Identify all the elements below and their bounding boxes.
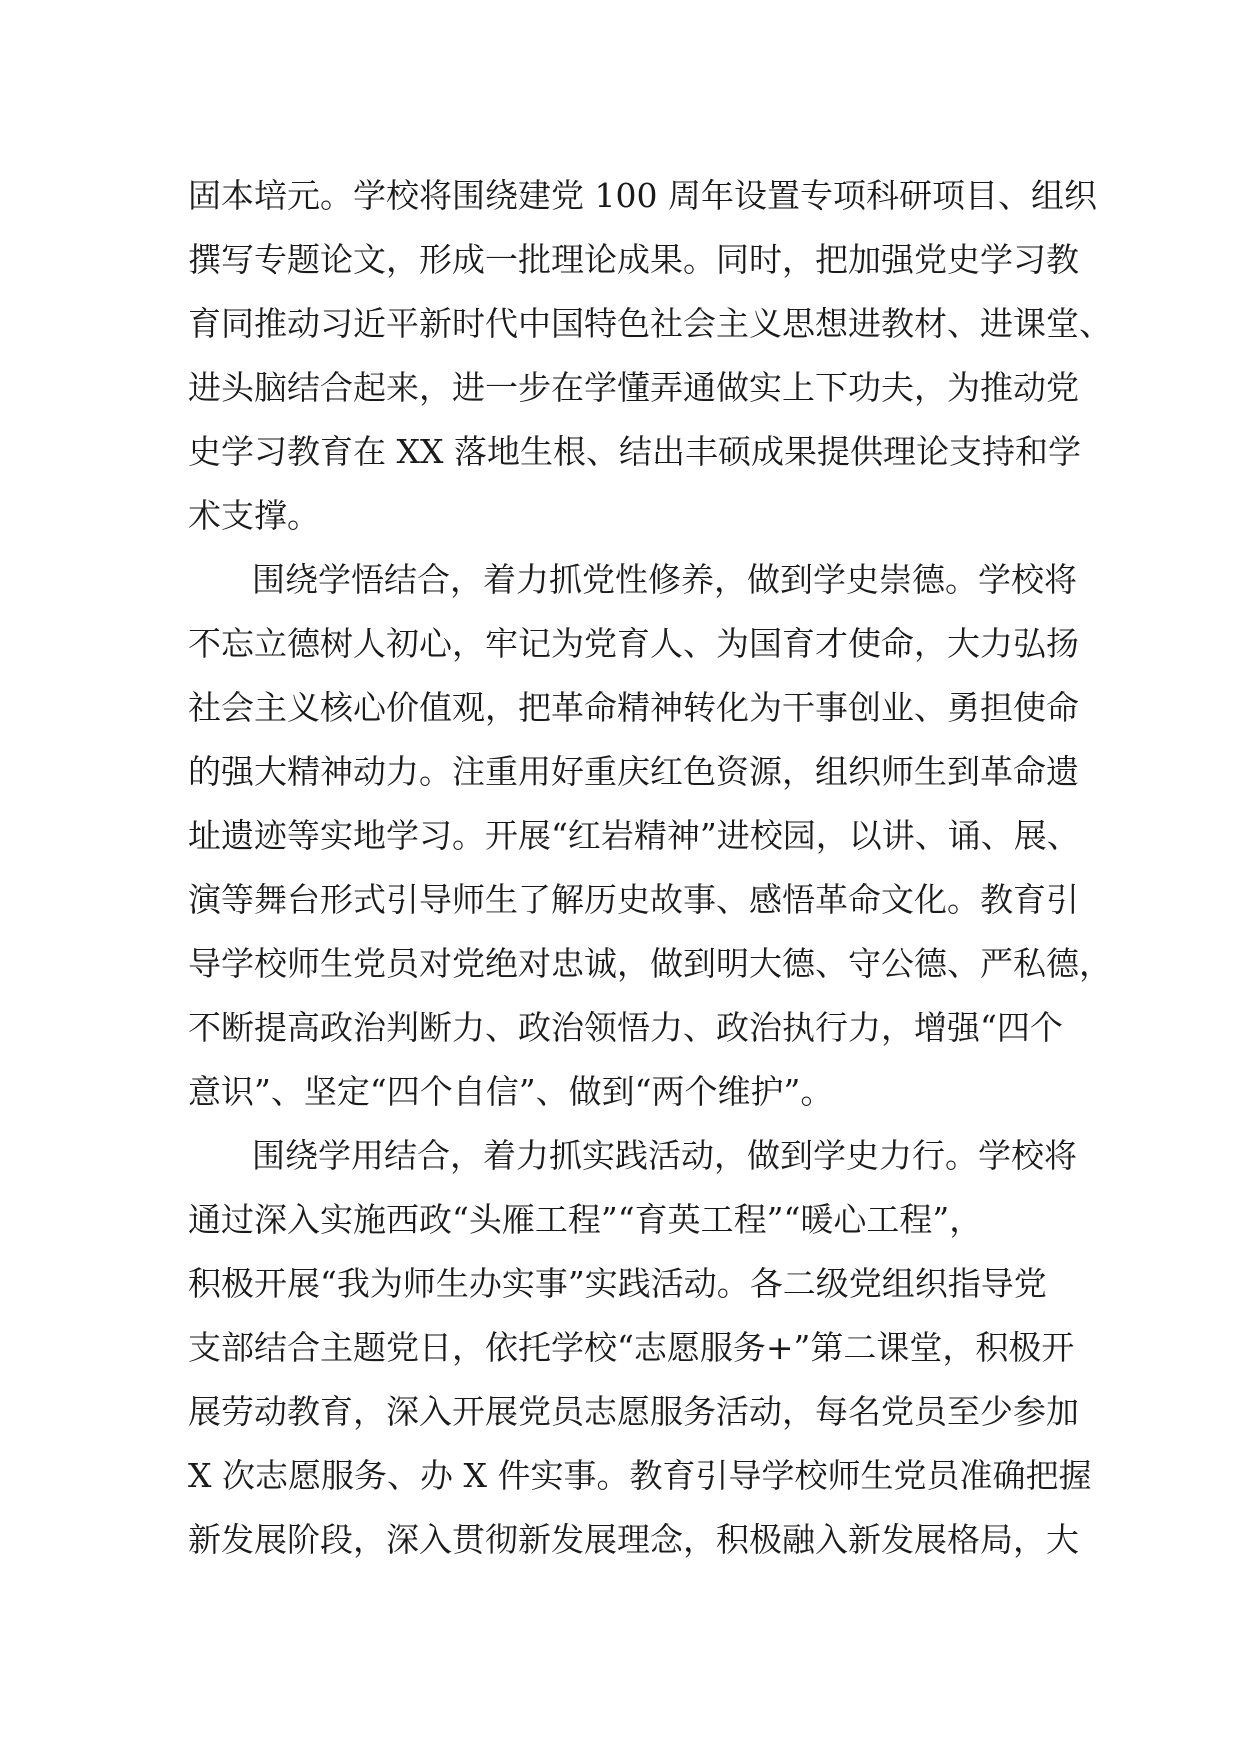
paragraph-2-line-6: 演等舞台形式引导师生了解历史故事、感悟革命文化。教育引 xyxy=(188,880,1079,919)
paragraph-1-line-6: 术支撑。 xyxy=(188,496,320,535)
paragraph-3-line-5: 展劳动教育，深入开展党员志愿服务活动，每名党员至少参加 xyxy=(188,1392,1079,1431)
paragraph-2-line-9: 意识”、坚定“四个自信”、做到“两个维护”。 xyxy=(188,1072,834,1111)
paragraph-3-line-3: 积极开展“我为师生办实事”实践活动。各二级党组织指导党 xyxy=(188,1264,1047,1303)
paragraph-2-line-3: 社会主义核心价值观，把革命精神转化为干事创业、勇担使命 xyxy=(188,688,1079,727)
paragraph-3-line-2: 通过深入实施西政“头雁工程”“育英工程”“暖心工程”， xyxy=(188,1200,983,1239)
paragraph-1-line-5: 史学习教育在 XX 落地生根、结出丰硕成果提供理论支持和学 xyxy=(188,432,1081,471)
paragraph-3-line-1: 围绕学用结合，着力抓实践活动，做到学史力行。学校将 xyxy=(252,1136,1077,1175)
paragraph-3-line-4: 支部结合主题党日，依托学校“志愿服务+”第二课堂，积极开 xyxy=(188,1328,1075,1367)
paragraph-2-line-8: 不断提高政治判断力、政治领悟力、政治执行力，增强“四个 xyxy=(188,1008,1063,1047)
document-body xyxy=(188,164,1112,1572)
paragraph-2-line-5: 址遗迹等实地学习。开展“红岩精神”进校园，以讲、诵、展、 xyxy=(188,816,1080,855)
paragraph-1-line-2: 撰写专题论文，形成一批理论成果。同时，把加强党史学习教 xyxy=(188,240,1079,279)
paragraph-1-line-1: 固本培元。学校将围绕建党 100 周年设置专项科研项目、组织 xyxy=(188,176,1097,215)
paragraph-1-line-4: 进头脑结合起来，进一步在学懂弄通做实上下功夫，为推动党 xyxy=(188,368,1079,407)
paragraph-2-line-1: 围绕学悟结合，着力抓党性修养，做到学史崇德。学校将 xyxy=(252,560,1077,599)
paragraph-3-line-6: X 次志愿服务、办 X 件实事。教育引导学校师生党员准确把握 xyxy=(188,1456,1092,1495)
paragraph-2-line-2: 不忘立德树人初心，牢记为党育人、为国育才使命，大力弘扬 xyxy=(188,624,1079,663)
paragraph-1-line-3: 育同推动习近平新时代中国特色社会主义思想进教材、进课堂、 xyxy=(188,304,1112,343)
paragraph-2-line-4: 的强大精神动力。注重用好重庆红色资源，组织师生到革命遗 xyxy=(188,752,1079,791)
paragraph-2-line-7: 导学校师生党员对党绝对忠诚，做到明大德、守公德、严私德， xyxy=(188,944,1112,983)
paragraph-3-line-7: 新发展阶段，深入贯彻新发展理念，积极融入新发展格局，大 xyxy=(188,1520,1079,1559)
